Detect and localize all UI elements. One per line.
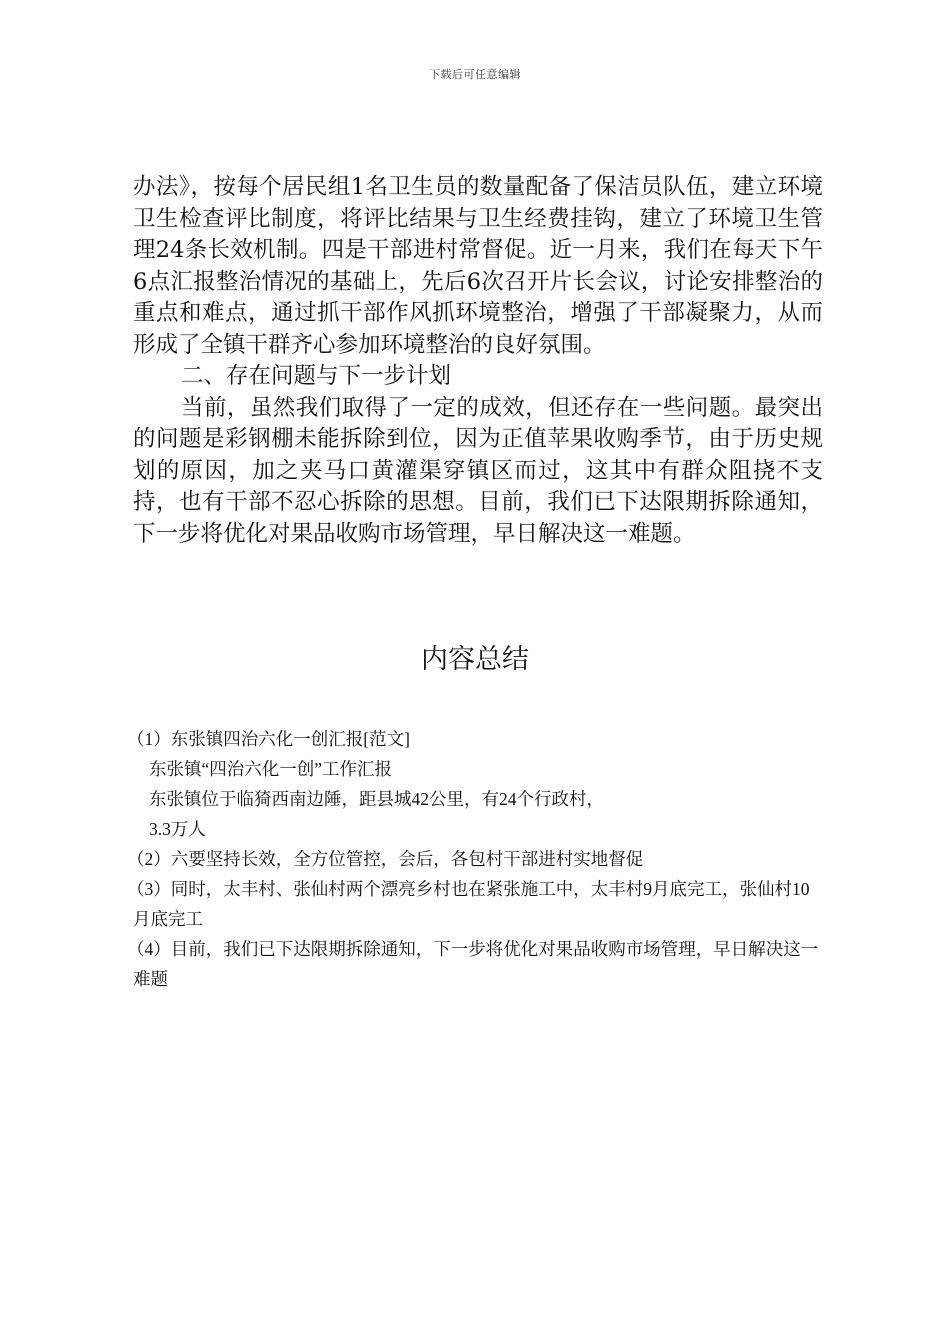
summary-item: 东张镇“四治六化一创”工作汇报 [149, 759, 393, 779]
document-body [133, 172, 823, 550]
summary-list [127, 724, 825, 994]
summary-item: （1）东张镇四治六化一创汇报[范文] [127, 729, 410, 749]
body-paragraph: 办法》，按每个居民组1名卫生员的数量配备了保洁员队伍，建立环境卫生检查评比制度，将评比结果与卫生经费挂钩，建立了环境卫生管理24条长效机制。四是干部进村常督促。近一月来，我们在每天下午6点汇报整治情况的基础上，先后6次召开片长会议，讨论安排整治的重点和难点，通过抓干部作风抓环境整治，增强了干部凝聚力，从而形成了全镇干群齐心参加环境整治的良好氛围。 [133, 174, 823, 358]
summary-item: （4）目前，我们已下达限期拆除通知，下一步将优化对果品收购市场管理，早日解决这一难题 [127, 939, 819, 989]
section-heading: 二、存在问题与下一步计划 [181, 363, 452, 389]
body-paragraph: 当前，虽然我们取得了一定的成效，但还存在一些问题。最突出的问题是彩钢棚未能拆除到位，因为正值苹果收购季节，由于历史规划的原因，加之夹马口黄灌渠穿镇区而过，这其中有群众阻挠不支持，也有干部不忍心拆除的思想。目前，我们已下达限期拆除通知，下一步将优化对果品收购市场管理，早日解决这一难题。 [133, 394, 823, 547]
summary-title: 内容总结 [421, 644, 529, 675]
summary-item: （3）同时，太丰村、张仙村两个漂亮乡村也在紧张施工中，太丰村9月底完工，张仙村10月底完工 [127, 879, 810, 929]
page-header-note: 下载后可任意编辑 [429, 68, 521, 81]
summary-item: 3.3万人 [149, 819, 206, 839]
summary-item: （2）六要坚持长效，全方位管控，会后，各包村干部进村实地督促 [127, 849, 644, 869]
summary-item: 东张镇位于临猗西南边陲，距县城42公里，有24个行政村， [149, 789, 604, 809]
